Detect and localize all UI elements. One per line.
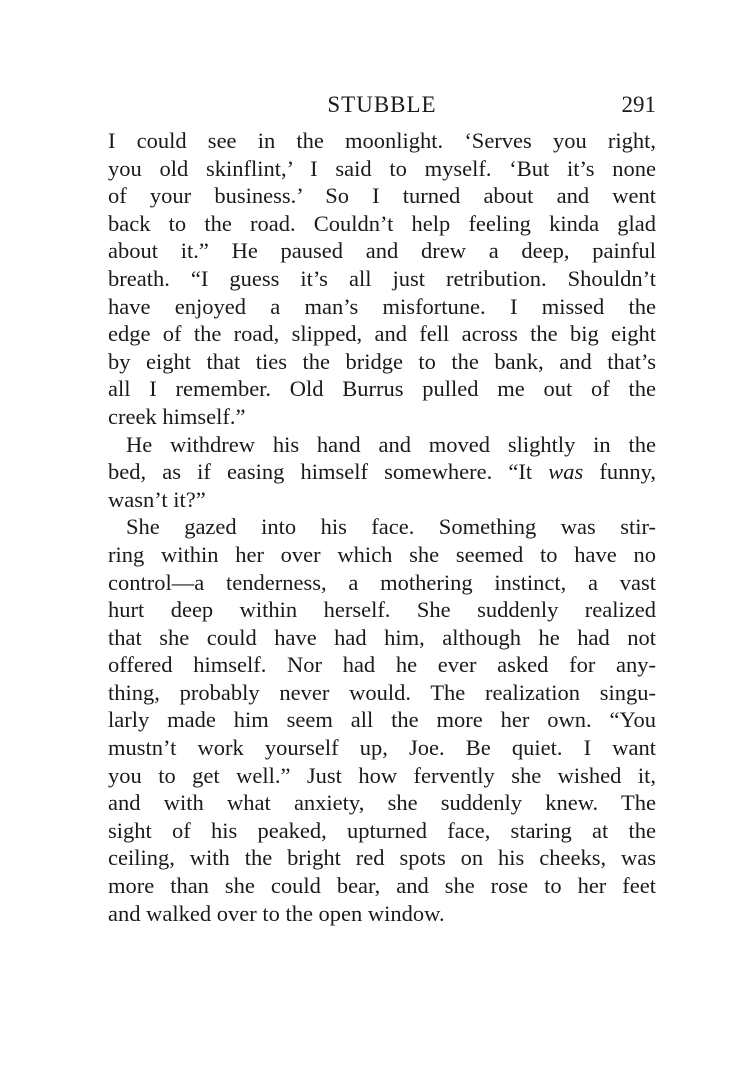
text-line	[108, 706, 656, 734]
text-segment: that she could have had him, although he had not	[108, 624, 656, 650]
text-line	[108, 403, 656, 431]
text-segment: control—a tenderness, a mothering instinct, a vast	[108, 569, 656, 595]
running-title: STUBBLE	[327, 92, 437, 117]
text-segment: hurt deep within herself. She suddenly realized	[108, 597, 656, 623]
text-segment: ring within her over which she seemed to have no	[108, 541, 656, 567]
text-segment: have enjoyed a man’s misfortune. I missed the	[108, 293, 656, 319]
text-line	[108, 679, 656, 707]
text-line	[108, 900, 656, 928]
text-segment: mustn’t work yourself up, Joe. Be quiet. I want	[108, 735, 656, 761]
text-line	[108, 872, 656, 900]
text-segment: all I remember. Old Burrus pulled me out of the	[108, 376, 656, 402]
text-line	[108, 513, 656, 541]
text-segment: more than she could bear, and she rose to her feet	[108, 873, 656, 899]
text-line	[108, 789, 656, 817]
text-segment: funny,	[583, 459, 656, 485]
text-segment: offered himself. Nor had he ever asked for any-	[108, 652, 656, 678]
text-line	[108, 265, 656, 293]
page-number: 291	[621, 92, 656, 117]
text-segment: I could see in the moonlight. ‘Serves you right,	[108, 128, 656, 153]
text-segment: ceiling, with the bright red spots on his cheeks, was	[108, 845, 656, 871]
text-line	[108, 210, 656, 238]
text-line	[108, 734, 656, 762]
text-segment: larly made him seem all the more her own. “You	[108, 707, 656, 733]
text-line	[108, 127, 656, 155]
text-line	[108, 293, 656, 321]
text-line	[108, 817, 656, 845]
text-line	[108, 486, 656, 514]
text-segment: She gazed into his face. Something was stir-	[126, 514, 656, 540]
text-segment: wasn’t it?”	[108, 486, 206, 512]
text-segment: breath. “I guess it’s all just retribution. Shouldn’t	[108, 265, 656, 291]
text-line	[108, 375, 656, 403]
page-body-text	[108, 127, 656, 927]
text-line	[108, 762, 656, 790]
text-line	[108, 541, 656, 569]
text-line	[108, 348, 656, 376]
text-segment: and walked over to the open window.	[108, 900, 445, 926]
text-line	[108, 569, 656, 597]
text-segment: you to get well.” Just how fervently she wished it,	[108, 762, 656, 788]
text-segment: was	[548, 459, 584, 485]
text-segment: He withdrew his hand and moved slightly in the	[126, 431, 656, 457]
text-line	[108, 651, 656, 679]
text-segment: sight of his peaked, upturned face, staring at the	[108, 817, 656, 843]
text-segment: bed, as if easing himself somewhere. “It	[108, 459, 549, 485]
text-segment: of your business.’ So I turned about and went	[108, 183, 656, 209]
text-segment: edge of the road, slipped, and fell across the big eight	[108, 321, 656, 347]
text-line	[108, 458, 656, 486]
text-line	[108, 237, 656, 265]
text-line	[108, 624, 656, 652]
text-line	[108, 431, 656, 459]
text-segment: and with what anxiety, she suddenly knew. The	[108, 790, 656, 816]
text-segment: creek himself.”	[108, 403, 246, 429]
text-line	[108, 182, 656, 210]
text-segment: by eight that ties the bridge to the bank, and that’s	[108, 348, 656, 374]
text-line	[108, 844, 656, 872]
text-segment: back to the road. Couldn’t help feeling kinda glad	[108, 210, 656, 236]
text-segment: thing, probably never would. The realization singu-	[108, 679, 656, 705]
text-line	[108, 596, 656, 624]
text-line	[108, 320, 656, 348]
text-segment: about it.” He paused and drew a deep, painful	[108, 238, 656, 264]
running-header	[108, 92, 656, 122]
text-segment: you old skinflint,’ I said to myself. ‘But it’s none	[108, 155, 656, 181]
text-line	[108, 155, 656, 183]
